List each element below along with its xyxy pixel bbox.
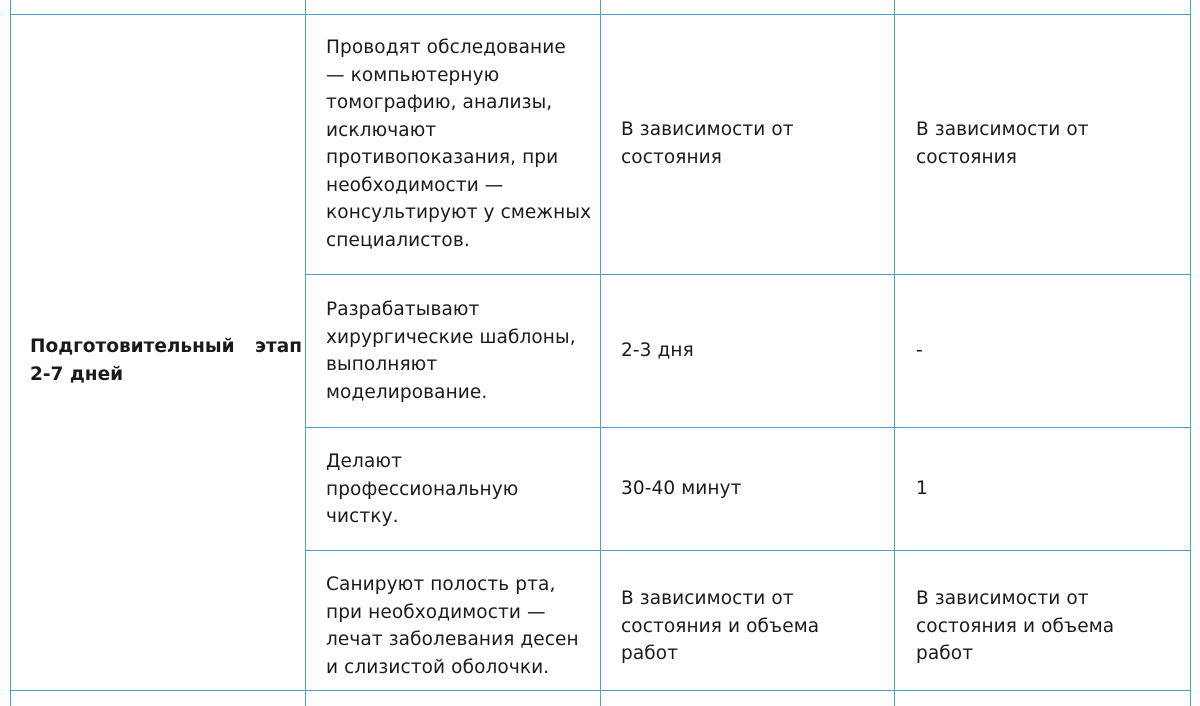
- table-row-3-visits: 1: [916, 478, 928, 499]
- row-divider-1: [305, 274, 1190, 275]
- table-row-4-visits: В зависимости от состояния и объема работ: [916, 588, 1115, 664]
- table-border-right: [1190, 0, 1191, 706]
- row-divider-2: [305, 427, 1190, 428]
- table-border-left: [10, 0, 11, 706]
- table-row-3-time: 30-40 минут: [621, 478, 742, 499]
- table-row-2-time: 2-3 дня: [621, 340, 694, 361]
- row-divider-3: [305, 550, 1190, 551]
- table-row-2-visits: -: [916, 340, 923, 361]
- table-row-3-procedure: Делают профессиональную чистку.: [326, 451, 519, 527]
- table-row-4-time: В зависимости от состояния и объема работ: [621, 588, 820, 664]
- column-divider-1: [305, 0, 306, 706]
- table-row-1-procedure: Проводят обследование — компьютерную томографию, анализы, исключают противопоказания, при необходимости — консультируют у смежных специалистов.: [326, 37, 592, 251]
- column-divider-2: [600, 0, 601, 706]
- table-row-4-procedure: Санируют полость рта, при необходимости — лечат заболевания десен и слизистой оболочки.: [326, 574, 579, 678]
- stage-name: Подготовительный этап: [30, 336, 302, 357]
- table-row-1-time: В зависимости от состояния: [621, 119, 794, 168]
- table-row-1-visits: В зависимости от состояния: [916, 119, 1089, 168]
- stage-duration: 2-7 дней: [30, 363, 124, 385]
- table-row-2-procedure: Разрабатывают хирургические шаблоны, выполняют моделирование.: [326, 299, 576, 403]
- stage-cell: [30, 333, 302, 388]
- column-divider-3: [894, 0, 895, 706]
